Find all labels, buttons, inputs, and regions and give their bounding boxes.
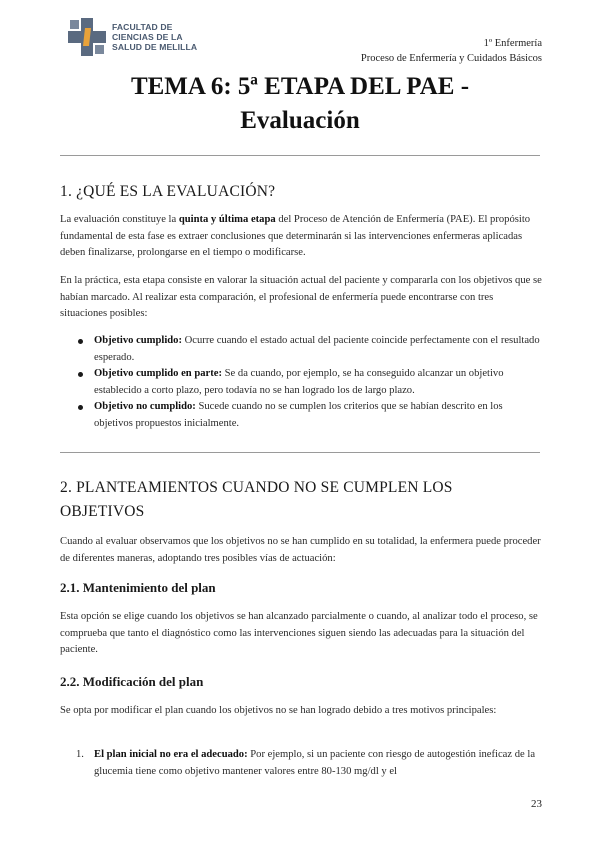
text-run: La evaluación constituye la — [60, 214, 179, 225]
bold-term: El plan inicial no era el adecuado: — [94, 749, 248, 760]
bullet-icon — [78, 372, 83, 377]
item-text: Ocurre cuando el estado actual del paciente coincide perfectamente con el resultado esperado. — [94, 335, 540, 363]
bold-term: Objetivo cumplido: — [94, 335, 182, 346]
item-text: Sucede cuando no se cumplen los criterios que se habían descrito en los objetivos propuestos inicialmente. — [94, 401, 503, 429]
list-item — [60, 333, 540, 366]
subject-label: Proceso de Enfermería y Cuidados Básicos — [360, 53, 542, 64]
objective-bullet-list — [60, 333, 540, 432]
bullet-icon — [78, 405, 83, 410]
logo-text — [112, 22, 197, 52]
page-header-info — [361, 36, 542, 66]
subsection-2-1-text: Esta opción se elige cuando los objetivos se han alcanzado parcialmente o cuando, al analizar todo el proceso, se comprueba que tanto el diagnóstico como las intervenciones siguen siendo las adecuadas para la situación del paciente. — [60, 611, 538, 655]
list-item — [60, 366, 540, 399]
logo-line: FACULTAD DE — [112, 22, 173, 32]
divider — [60, 452, 540, 453]
page-number: 23 — [531, 798, 542, 810]
logo-line: CIENCIAS DE LA — [112, 32, 183, 42]
section-1-paragraph-2: En la práctica, esta etapa consiste en valorar la situación actual del paciente y compararla con los objetivos que se habían marcado. Al realizar esta comparación, el profesional de enfermería puede encontrarse con tres situaciones posibles: — [60, 275, 542, 319]
subsection-2-2-text: Se opta por modificar el plan cuando los objetivos no se han logrado debido a tres motivos principales: — [60, 705, 497, 716]
page-title — [60, 70, 540, 138]
subsection-2-2-heading: 2.2. Modificación del plan — [60, 674, 204, 689]
title-line-1: TEMA 6: 5ª ETAPA DEL PAE - — [130, 73, 470, 100]
section-1-heading: 1. ¿QUÉ ES LA EVALUACIÓN? — [60, 183, 276, 200]
bold-term: Objetivo no cumplido: — [94, 401, 196, 412]
list-item — [60, 399, 540, 432]
section-2-intro: Cuando al evaluar observamos que los objetivos no se han cumplido en su totalidad, la enfermera puede proceder de diferentes maneras, adoptando tres posibles vías de actuación: — [60, 536, 541, 564]
bullet-icon — [78, 339, 83, 344]
logo-line: SALUD DE MELILLA — [112, 42, 198, 52]
modification-reasons-list — [60, 747, 540, 780]
list-item — [60, 747, 540, 780]
course-label: 1º Enfermería — [483, 38, 542, 49]
item-text: Por ejemplo, si un paciente con riesgo de autogestión ineficaz de la glucemia tiene como objetivo mantener valores entre 80-130 mg/dl y el — [94, 749, 536, 777]
faculty-logo — [68, 18, 197, 56]
bold-term: Objetivo cumplido en parte: — [94, 368, 222, 379]
text-run: del Proceso de Atención de Enfermería (PAE). El propósito fundamental de esta fase es extraer conclusiones que determinarán si las intervenciones enfermeras aplicadas deben finalizarse, prolongarse en el tiempo o modificarse. — [60, 214, 531, 258]
bold-term: quinta y última etapa — [178, 214, 276, 225]
item-text: Se da cuando, por ejemplo, se ha conseguido alcanzar un objetivo establecido a corto plazo, pero todavía no se han logrado los de largo plazo. — [94, 368, 504, 396]
divider — [60, 155, 540, 156]
item-number: 1. — [76, 749, 84, 760]
title-line-2: Evaluación — [240, 107, 360, 134]
section-1-paragraph-1 — [60, 212, 542, 262]
faculty-cross-icon — [68, 18, 106, 56]
subsection-2-1-heading: 2.1. Mantenimiento del plan — [60, 580, 216, 595]
section-2-heading: 2. PLANTEAMIENTOS CUANDO NO SE CUMPLEN LOS OBJETIVOS — [60, 479, 453, 520]
